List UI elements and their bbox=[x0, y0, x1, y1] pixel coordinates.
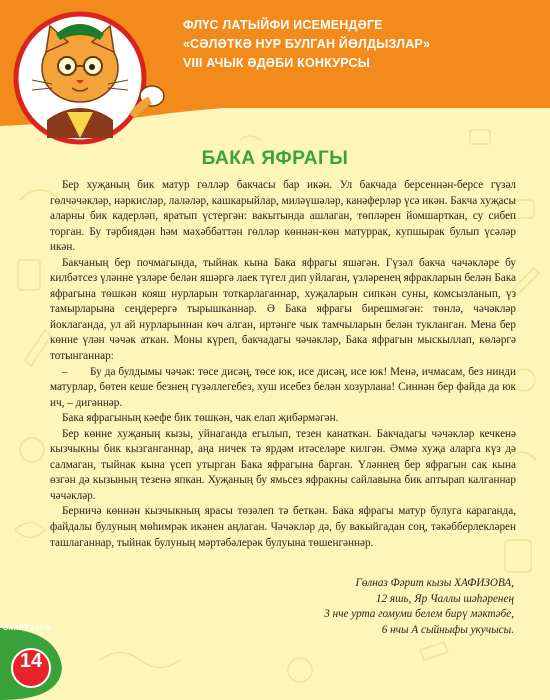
contest-heading bbox=[183, 16, 430, 73]
page-number: 14 bbox=[19, 650, 43, 672]
contest-line-2: «СӘЛӘТКӘ НУР БУЛГАН ЙӨЛДЫЗЛАР» bbox=[183, 37, 431, 51]
author-school: 3 нче урта гомуми белем бирү мәктәбе, bbox=[324, 608, 514, 620]
paragraph: Бер хуҗаның бик матур гөлләр бакчасы бар икән. Ул бакчада берсеннән-берсе гүзәл гөлчәчәкләр, нәркисләр, лаләләр, кашкарыйлар, миләүшәләр, канәферләр үсә икән. Бакча хуҗасы аларны бик кадерләп, яратып үстергән: вакытында ашлаган, төпләрен йомшарткан, су сибеп торган. Бу тәрбиядән һәм мәхәббәттән гөлләр көннән-көн матуррак, купшырак булып үсәләр икән. bbox=[50, 179, 516, 254]
author-signature bbox=[324, 576, 514, 638]
paragraph: Бакчаның бер почмагында, тыйнак кына Бака яфрагы яшәгән. Гүзәл бакча чәчәкләре бу килбәтсез үләнне үзләре белән яшәргә лаек түгел дип уйлаган, үзләренең яфракларын белән Бака яфрагына төшкән кояш нурларын тоткарлаганнар, хуҗаларын сипкән суны, комсызланып, үз тамырларына сеңдерергә тырышканнар. Ә Бака яфрагы бирешмәгән: төнлә, чәчәкләр йоклаганда, ул ай нурларыннан көч алган, иртәнге чык тамчыларын белән тукланган. Мена бер көнне үлән чәчәк аткан. Моны күреп, бакчадагы чәчәкләр, Бака яфрагын мыскыллап, көләргә тотынганнар: bbox=[50, 256, 516, 363]
dialog-text: Бу да булдымы чәчәк: төсе дисәң, төсе юк, исе дисәң, исе юк! Менә, ичмасам, без нинди матурлар, бөтен кеше безнең гүзәллегебез, хуш исебез белән хозурлана! Синнән бер файда да юк ич, – дигәннәр. bbox=[50, 365, 516, 409]
contest-line-1: ФЛҮС ЛАТЫЙФИ ИСЕМЕНДӘГЕ bbox=[183, 18, 383, 32]
cat-mascot-icon bbox=[12, 0, 172, 148]
author-name: Гөлназ Фәрит кызы ХАФИЗОВА, bbox=[355, 577, 514, 589]
dialog-paragraph bbox=[50, 365, 516, 412]
dialog-dash: – bbox=[62, 365, 68, 378]
story-body bbox=[50, 178, 516, 551]
section-label: ӘКИЯТХАНӘ bbox=[3, 625, 52, 632]
paragraph: Бер көнне хуҗаның кызы, уйнаганда егылып, тезен канаткан. Бакчадагы чәчәкләр кечкенә кызчыкны бик кызганганнар, аңа ничек тә ярдәм итәселәре килгән. Әммә хуҗа аларга күз дә салмаган, тыйнак кына үсеп утырган Бака яфрагына барган. Үләннең бер яфрагын сак кына өзгән дә кызының тезенә япкан. Хуҗаның бу ямьсез яфракны сайлавына бик аптырап калганнар чәчәкләр. bbox=[50, 427, 516, 502]
author-class: 6 нчы А сыйныфы укучысы. bbox=[381, 623, 514, 636]
paragraph: Берничә көннән кызчыкның ярасы төзәлеп тә беткән. Бака яфрагы матур булуга караганда, файдалы булуның мөһимрәк икәнен аңлаган. Чәчәкләр дә, бу вакыйгадан соң, тәкәбберлекләрен ташлаганнар, тыйнак булуның мәртәбәлерәк булуына төшенгәннәр. bbox=[50, 505, 516, 549]
story-title: БАКА ЯФРАГЫ bbox=[201, 148, 349, 169]
contest-line-3: VIII АЧЫК ӘДӘБИ КОНКУРСЫ bbox=[183, 56, 371, 70]
paragraph: Бака яфрагының кәефе бик төшкән, чак елап җибәрмәгән. bbox=[62, 412, 339, 425]
author-age: 12 яшь, Яр Чаллы шәһәренең bbox=[375, 592, 514, 605]
